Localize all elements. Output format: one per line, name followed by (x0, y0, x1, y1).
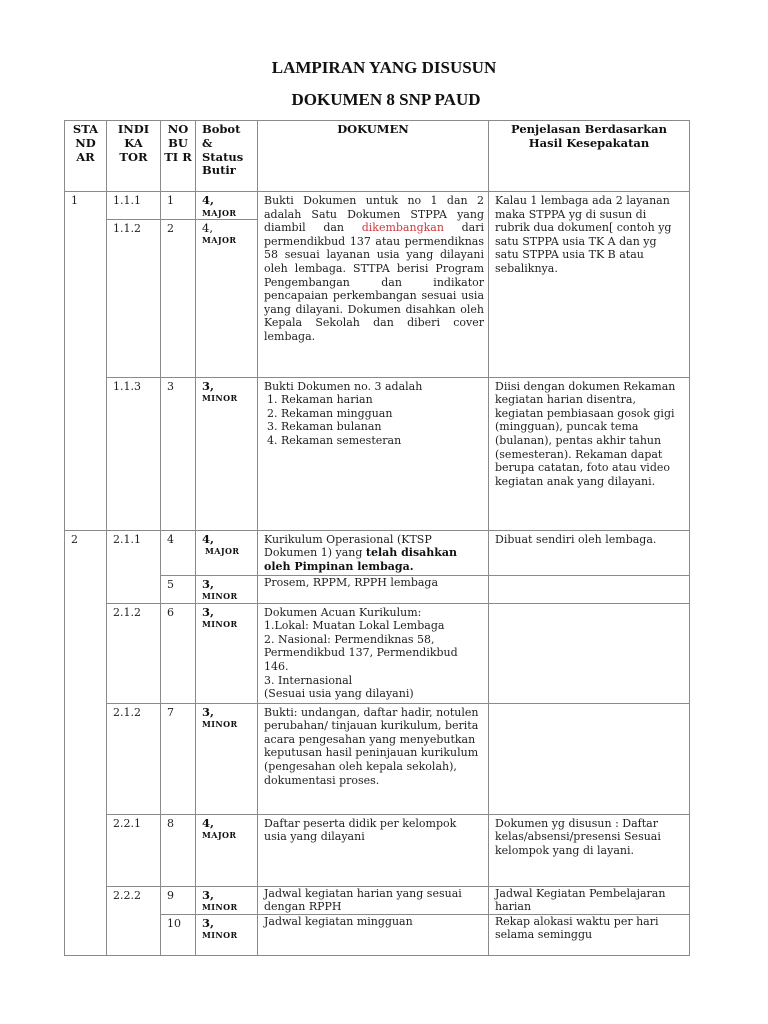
dokumen-line: 2. Nasional: Permendiknas 58, Permendikbud 137, Permendikbud 146. (264, 632, 458, 673)
cell-penjelasan: Jadwal Kegiatan Pembelajaran harian (489, 886, 690, 914)
cell-penjelasan (489, 703, 690, 814)
status-label: MAJOR (202, 207, 237, 218)
status-label: MAJOR (202, 235, 237, 246)
cell-dokumen (258, 377, 489, 530)
table-row (65, 192, 690, 220)
document-title: LAMPIRAN YANG DISUSUN (271, 58, 497, 77)
list-item: 3. Rekaman bulanan (281, 420, 482, 434)
header-dokumen: DOKUMEN (258, 121, 489, 192)
table-row (65, 814, 690, 886)
cell-dokumen (258, 530, 489, 575)
table-row (65, 703, 690, 814)
cell-dokumen: Bukti: undangan, daftar hadir, notulen perubahan/ tinjauan kurikulum, berita acara pengesahan yang menyebutkan keputusan hasil peninjauan kurikulum (pengesahan oleh kepala sekolah), dokumentasi proses. (258, 703, 489, 814)
status-label: MINOR (202, 619, 238, 630)
snp-paud-table (64, 120, 690, 956)
table-row (65, 603, 690, 703)
document-subtitle: DOKUMEN 8 SNP PAUD (291, 90, 481, 109)
cell-no: 9 (161, 886, 196, 914)
cell-no: 1 (161, 192, 196, 220)
dokumen-bold-text: telah disahkan oleh Pimpinan lembaga. (264, 546, 458, 573)
bobot-value: 4, (202, 531, 215, 546)
dokumen-text-cont: dari permendikbud 137 atau permendiknas 58 sesuai layanan usia yang dilayani oleh lembaga. STTPA berisi Program Pengembangan dan indikator pencapaian perkembangan sesuai usia yang dilayani. Dokumen disahkan oleh Kepala Sekolah dan diberi cover lembaga. (264, 221, 484, 343)
cell-penjelasan (489, 603, 690, 703)
cell-penjelasan: Rekap alokasi waktu per hari selama seminggu (489, 914, 690, 955)
cell-penjelasan: Diisi dengan dokumen Rekaman kegiatan harian disentra, kegiatan pembiasaan gosok gigi (mingguan), puncak tema (bulanan), pentas akhir tahun (semesteran). Rekaman dapat berupa catatan, foto atau video kegiatan anak yang dilayani. (489, 377, 690, 530)
cell-bobot (196, 192, 258, 220)
cell-indikator: 1.1.1 (107, 192, 161, 220)
table-row (65, 530, 690, 575)
list-item: 2. Rekaman mingguan (281, 407, 482, 421)
cell-penjelasan: Dibuat sendiri oleh lembaga. (489, 530, 690, 575)
cell-no: 5 (161, 575, 196, 603)
bobot-value: 3, (202, 915, 215, 930)
bobot-value: 4, (202, 220, 213, 235)
table-row (65, 377, 690, 530)
bobot-value: 3, (202, 704, 215, 719)
table-row (65, 886, 690, 914)
header-row (65, 121, 690, 192)
cell-penjelasan: Dokumen yg disusun : Daftar kelas/absensi/presensi Sesuai kelompok yang di layani. (489, 814, 690, 886)
cell-indikator: 1.1.3 (107, 377, 161, 530)
cell-indikator: 2.2.1 (107, 814, 161, 886)
cell-standar: 1 (65, 192, 107, 531)
cell-indikator: 2.2.2 (107, 886, 161, 955)
header-bobot: Bobot & Status Butir (196, 121, 258, 192)
cell-bobot (196, 814, 258, 886)
status-label: MINOR (202, 719, 238, 730)
cell-no: 3 (161, 377, 196, 530)
dokumen-line: 3. Internasional (264, 673, 353, 687)
bobot-value: 4, (202, 193, 215, 207)
highlighted-word: dikembangkan (361, 221, 444, 235)
dokumen-text: Bukti Dokumen untuk no 1 dan 2 adalah Satu Dokumen STPPA yang diambil dan (264, 194, 484, 235)
cell-no: 6 (161, 603, 196, 703)
bobot-value: 3, (202, 604, 215, 619)
list-item: 4. Rekaman semesteran (281, 434, 482, 448)
bobot-value: 3, (202, 378, 215, 393)
cell-dokumen: Daftar peserta didik per kelompok usia yang dilayani (258, 814, 489, 886)
cell-dokumen (258, 192, 489, 378)
cell-standar: 2 (65, 530, 107, 955)
cell-dokumen: Prosem, RPPM, RPPH lembaga (258, 575, 489, 603)
cell-indikator: 2.1.2 (107, 703, 161, 814)
cell-no: 4 (161, 530, 196, 575)
cell-no: 2 (161, 219, 196, 377)
header-standar: STA ND AR (65, 121, 107, 192)
cell-bobot (196, 703, 258, 814)
dokumen-intro: Bukti Dokumen no. 3 adalah (264, 379, 423, 393)
bobot-value: 3, (202, 576, 215, 591)
cell-bobot (196, 603, 258, 703)
status-label: MAJOR (205, 546, 240, 557)
cell-bobot (196, 530, 258, 575)
status-label: MINOR (202, 393, 238, 404)
list-item: 1. Rekaman harian (281, 393, 482, 407)
cell-bobot (196, 575, 258, 603)
cell-dokumen (258, 603, 489, 703)
dokumen-line: 1.Lokal: Muatan Lokal Lembaga (264, 619, 445, 633)
bobot-value: 3, (202, 887, 215, 902)
cell-no: 7 (161, 703, 196, 814)
cell-dokumen: Jadwal kegiatan harian yang sesuai dengan RPPH (258, 886, 489, 914)
cell-bobot (196, 886, 258, 914)
cell-penjelasan (489, 575, 690, 603)
cell-penjelasan: Kalau 1 lembaga ada 2 layanan maka STPPA yg di susun di rubrik dua dokumen[ contoh yg satu STPPA usia TK A dan yg satu STPPA usia TK B atau sebaliknya. (489, 192, 690, 378)
dokumen-line: (Sesuai usia yang dilayani) (264, 687, 414, 701)
dokumen-text: Kurikulum Operasional (KTSP Dokumen 1) yang (264, 532, 432, 560)
cell-no: 8 (161, 814, 196, 886)
cell-indikator: 2.1.2 (107, 603, 161, 703)
bobot-value: 4, (202, 815, 215, 830)
dokumen-line: Dokumen Acuan Kurikulum: (264, 605, 422, 619)
header-penjelasan: Penjelasan Berdasarkan Hasil Kesepakatan (489, 121, 690, 192)
status-label: MINOR (202, 930, 238, 941)
cell-no: 10 (161, 914, 196, 955)
cell-bobot (196, 914, 258, 955)
cell-indikator: 2.1.1 (107, 530, 161, 603)
dokumen-list (264, 393, 482, 447)
cell-dokumen: Jadwal kegiatan mingguan (258, 914, 489, 955)
cell-bobot (196, 219, 258, 377)
status-label: MAJOR (202, 830, 237, 841)
header-nobutir: NO BU TI R (161, 121, 196, 192)
cell-bobot (196, 377, 258, 530)
cell-indikator: 1.1.2 (107, 219, 161, 377)
status-label: MINOR (202, 902, 238, 913)
header-indikator: INDI KA TOR (107, 121, 161, 192)
status-label: MINOR (202, 591, 238, 602)
